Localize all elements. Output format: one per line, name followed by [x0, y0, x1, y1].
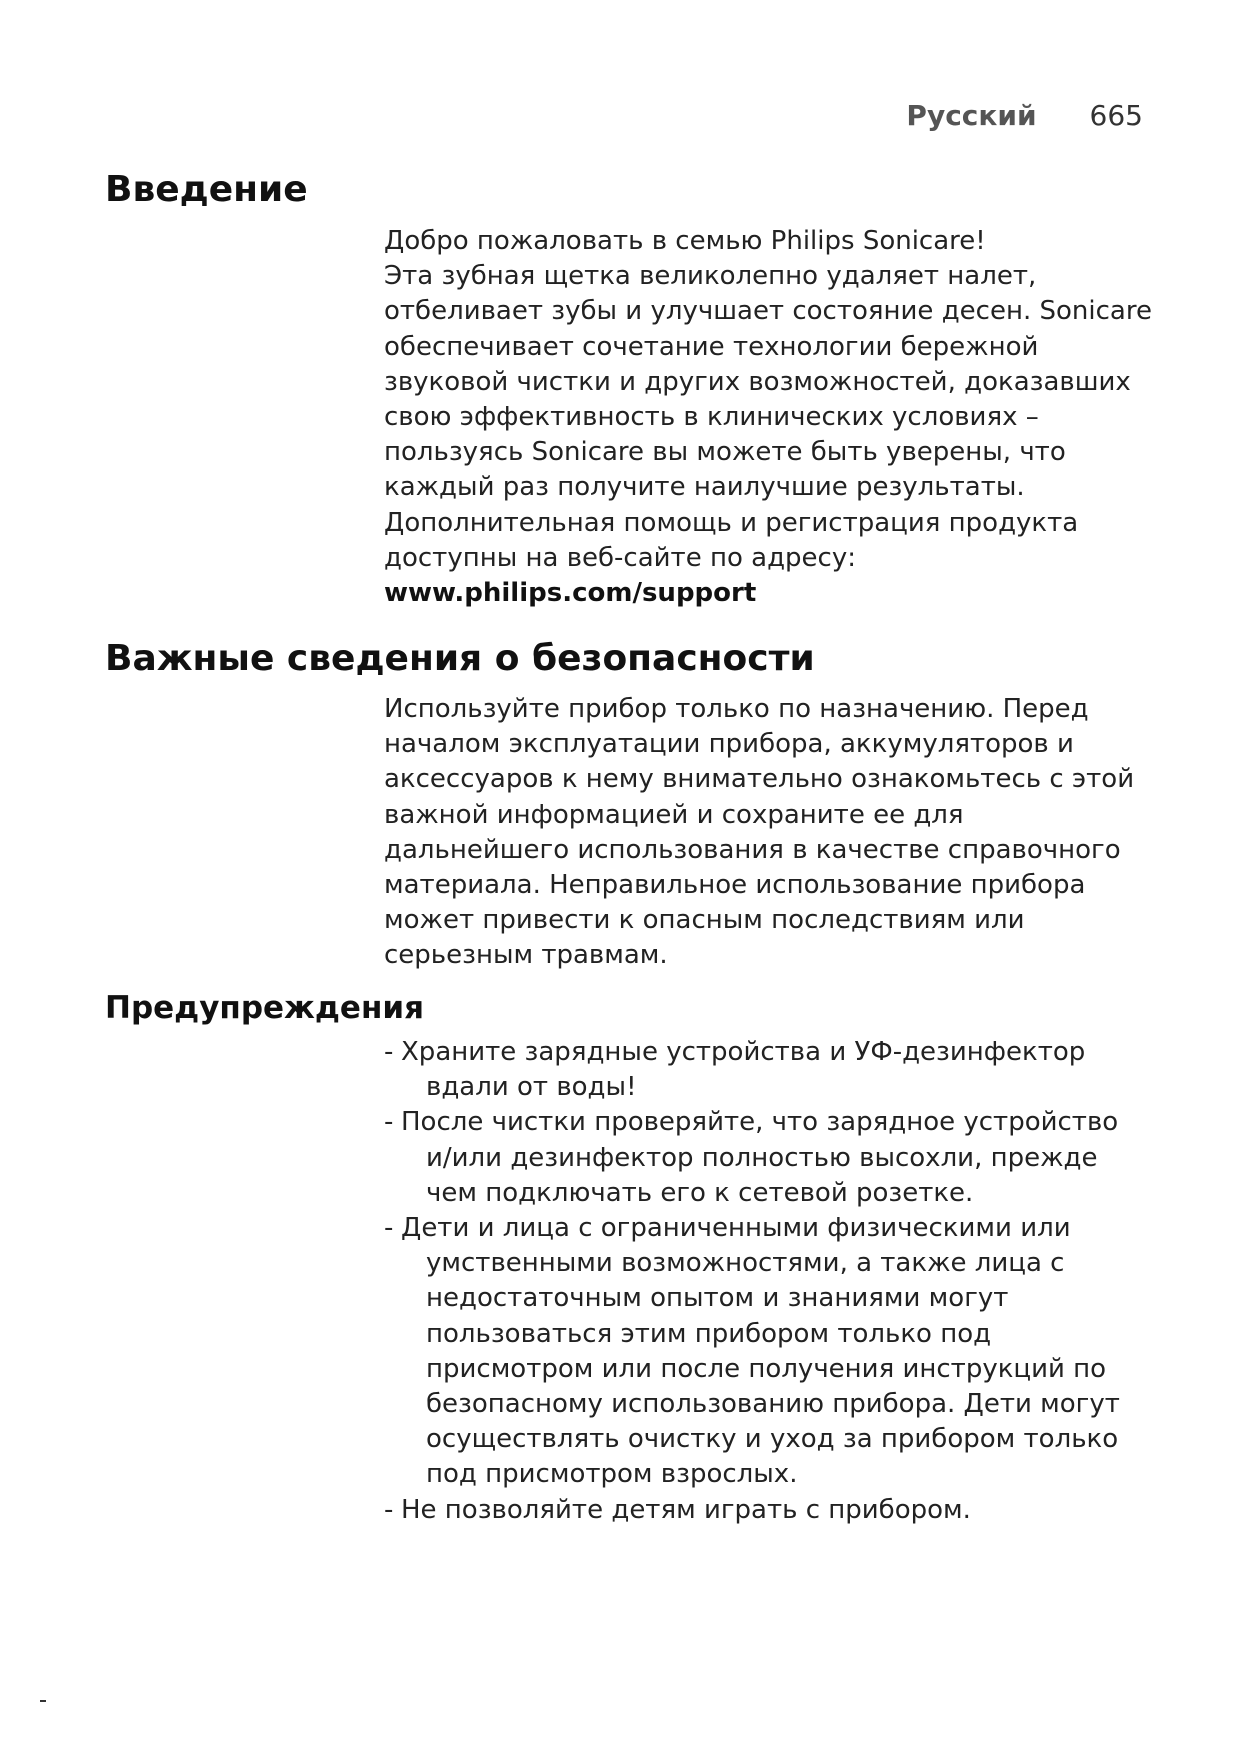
intro-line: пользуясь Sonicare вы можете быть уверены, что [384, 437, 1066, 468]
intro-line: каждый раз получите наилучшие результаты. [384, 472, 1025, 503]
intro-line: Добро пожаловать в семью Philips Sonicare! [384, 226, 986, 256]
warning-line: вдали от воды! [426, 1072, 637, 1103]
language-label: Русский [906, 99, 1037, 132]
intro-line: звуковой чистки и других возможностей, доказавших [384, 366, 1131, 397]
warnings-heading: Предупреждения [105, 990, 424, 1026]
warning-line: Дети и лица с ограниченными физическими или [401, 1213, 1071, 1244]
bullet-dash: - [384, 1213, 394, 1244]
safety-line: Используйте прибор только по назначению. Перед [384, 694, 1089, 724]
safety-line: может привести к опасным последствиям или [384, 905, 1025, 936]
safety-line: дальнейшего использования в качестве справочного [384, 834, 1121, 865]
safety-heading: Важные сведения о безопасности [105, 638, 815, 679]
warning-line: присмотром или после получения инструкций по [426, 1353, 1107, 1384]
warning-line: и/или дезинфектор полностью высохли, прежде [426, 1142, 1098, 1173]
warning-item [384, 1211, 1144, 1493]
safety-line: серьезным травмам. [384, 940, 668, 971]
intro-line: Дополнительная помощь и регистрация продукта [384, 507, 1079, 538]
warning-line: безопасному использованию прибора. Дети могут [426, 1389, 1120, 1420]
safety-line: материала. Неправильное использование прибора [384, 870, 1086, 901]
safety-line: аксессуаров к нему внимательно ознакомьтесь с этой [384, 764, 1135, 795]
safety-line: важной информацией и сохраните ее для [384, 799, 964, 830]
warning-line: Не позволяйте детям играть с прибором. [401, 1494, 971, 1525]
page-number: 665 [1089, 99, 1143, 132]
intro-text [384, 224, 1152, 611]
warning-line: осуществлять очистку и уход за прибором только [426, 1424, 1119, 1455]
intro-heading: Введение [105, 169, 308, 210]
warning-item [384, 1493, 1144, 1528]
support-url: www.philips.com/support [384, 578, 757, 609]
warning-line: После чистки проверяйте, что зарядное устройство [401, 1107, 1119, 1138]
warning-line: недостаточным опытом и знаниями могут [426, 1283, 1009, 1314]
warnings-list [384, 1035, 1144, 1528]
bullet-dash: - [384, 1037, 394, 1067]
bullet-dash: - [384, 1107, 394, 1138]
safety-line: началом эксплуатации прибора, аккумуляторов и [384, 729, 1074, 760]
warning-line: Храните зарядные устройства и УФ-дезинфектор [401, 1037, 1086, 1067]
warning-line: пользоваться этим прибором только под [426, 1318, 992, 1349]
intro-line: свою эффективность в клинических условиях – [384, 402, 1039, 433]
intro-line: отбеливает зубы и улучшает состояние десен. Sonicare [384, 296, 1152, 327]
warning-item [384, 1105, 1144, 1211]
intro-line: обеспечивает сочетание технологии бережной [384, 331, 1039, 362]
warning-line: умственными возможностями, а также лица с [426, 1248, 1065, 1279]
bullet-dash: - [384, 1494, 394, 1525]
intro-line: доступны на веб-сайте по адресу: [384, 542, 856, 573]
safety-text [384, 692, 1144, 974]
page-corner-mark [40, 1700, 46, 1702]
running-header [906, 98, 1143, 134]
warning-line: чем подключать его к сетевой розетке. [426, 1177, 974, 1208]
warning-item [384, 1035, 1144, 1105]
warning-line: под присмотром взрослых. [426, 1459, 798, 1490]
intro-line: Эта зубная щетка великолепно удаляет налет, [384, 261, 1037, 292]
